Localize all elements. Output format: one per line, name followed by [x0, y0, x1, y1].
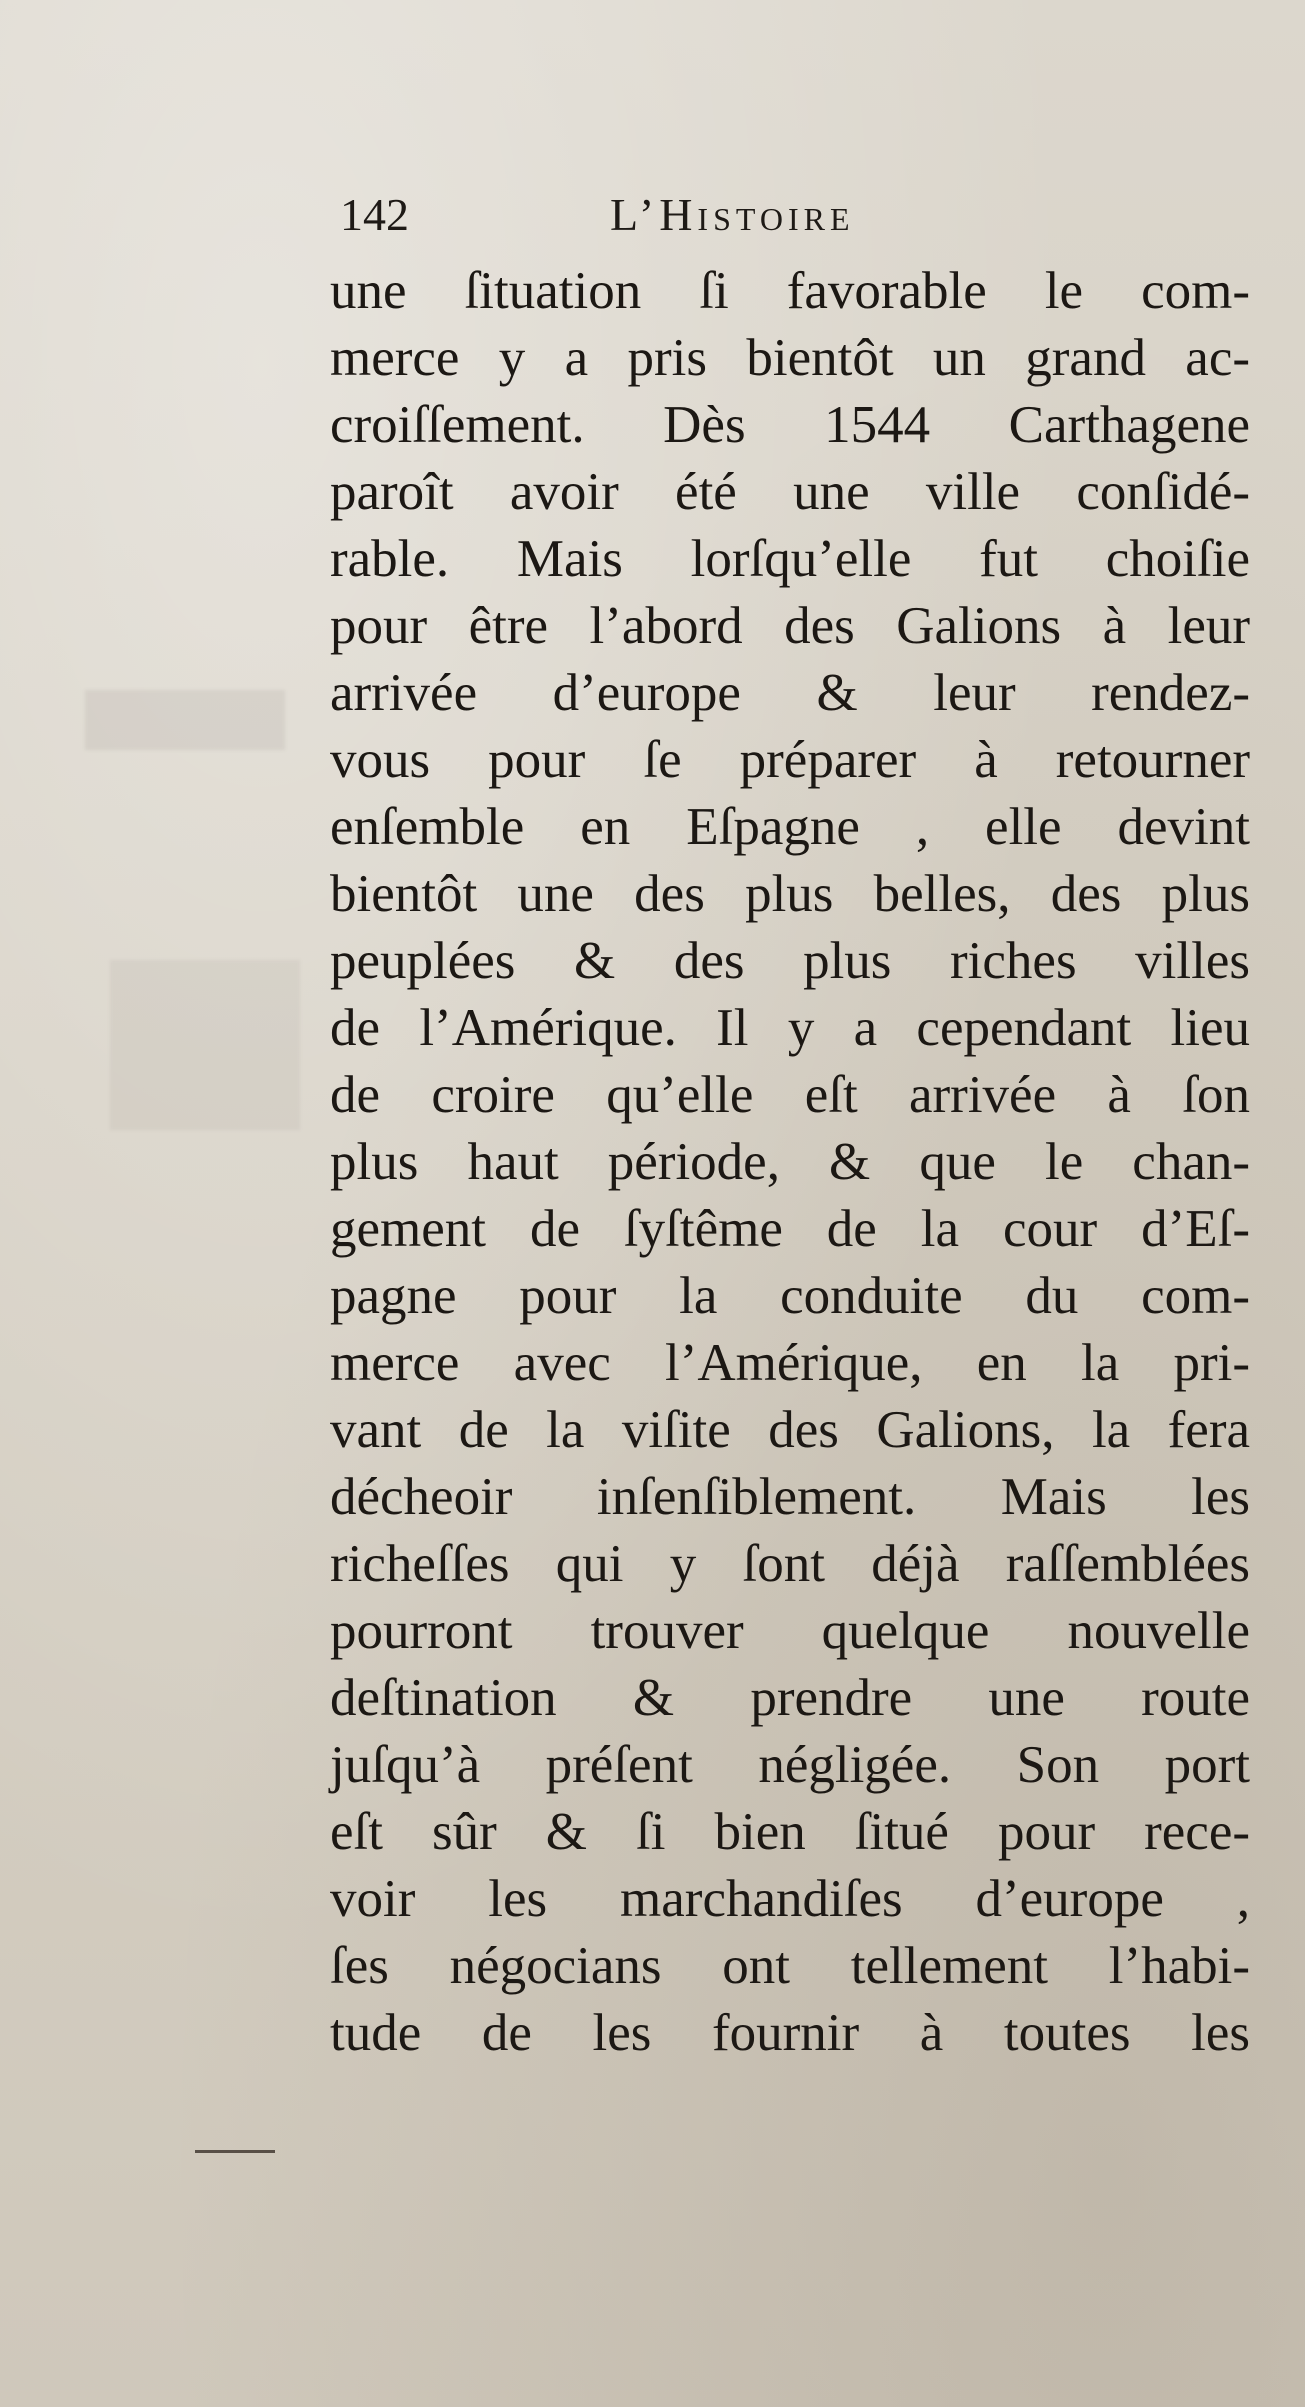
- text-line: ſes négocians ont tellement l’habi-: [330, 1937, 1250, 1995]
- text-line: de croire qu’elle eſt arrivée à ſon: [330, 1066, 1250, 1124]
- text-line: richeſſes qui y ſont déjà raſſemblées: [330, 1535, 1250, 1593]
- body-text: [330, 258, 1250, 2067]
- text-line: enſemble en Eſpagne , elle devint: [330, 798, 1250, 856]
- text-line: croiſſement. Dès 1544 Carthagene: [330, 396, 1250, 454]
- ink-mark: [195, 2150, 275, 2153]
- text-line: décheoir inſenſiblement. Mais les: [330, 1468, 1250, 1526]
- text-line: eſt sûr & ſi bien ſitué pour rece-: [330, 1803, 1250, 1861]
- page-number: 142: [340, 189, 409, 240]
- text-line: deſtination & prendre une route: [330, 1669, 1250, 1727]
- text-line: plus haut période, & que le chan-: [330, 1133, 1250, 1191]
- text-line: pagne pour la conduite du com-: [330, 1267, 1250, 1325]
- text-line: vant de la viſite des Galions, la fera: [330, 1401, 1250, 1459]
- text-line: tude de les fournir à toutes les: [330, 2004, 1250, 2062]
- text-line: paroît avoir été une ville conſidé-: [330, 463, 1250, 521]
- text-line: rable. Mais lorſqu’elle fut choiſie: [330, 530, 1250, 588]
- show-through-text: [110, 960, 300, 1130]
- text-line: bientôt une des plus belles, des plus: [330, 865, 1250, 923]
- text-line: merce y a pris bientôt un grand ac-: [330, 329, 1250, 387]
- text-line: juſqu’à préſent négligée. Son port: [330, 1736, 1250, 1794]
- text-line: pourront trouver quelque nouvelle: [330, 1602, 1250, 1660]
- text-line: pour être l’abord des Galions à leur: [330, 597, 1250, 655]
- show-through-text: [85, 690, 285, 750]
- page-header: [340, 180, 1240, 250]
- text-line: vous pour ſe préparer à retourner: [330, 731, 1250, 789]
- text-line: une ſituation ſi favorable le com-: [330, 262, 1250, 320]
- text-line: merce avec l’Amérique, en la pri-: [330, 1334, 1250, 1392]
- text-line: gement de ſyſtême de la cour d’Eſ-: [330, 1200, 1250, 1258]
- text-line: arrivée d’europe & leur rendez-: [330, 664, 1250, 722]
- text-line: de l’Amérique. Il y a cependant lieu: [330, 999, 1250, 1057]
- running-head: L’Histoire: [610, 189, 855, 240]
- text-line: voir les marchandiſes d’europe ,: [330, 1870, 1250, 1928]
- text-line: peuplées & des plus riches villes: [330, 932, 1250, 990]
